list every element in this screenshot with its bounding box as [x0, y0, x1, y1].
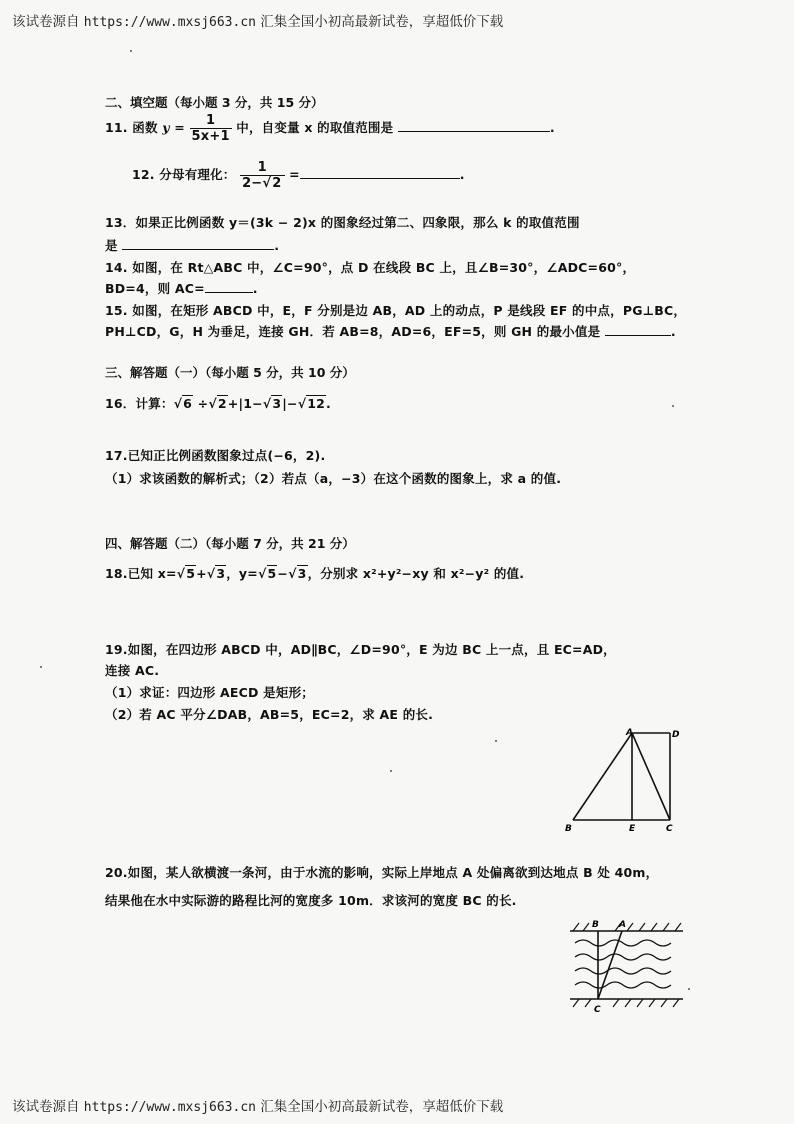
question-14-line1: 14. 如图，在 Rt△ABC 中，∠C=90°，点 D 在线段 BC 上，且∠B=30°，∠ADC=60°， — [105, 260, 636, 275]
question-14-line2: BD=4，则 AC= . — [105, 281, 258, 296]
section-answer-1-title: 三、解答题（一）（每小题 5 分，共 10 分） — [105, 365, 355, 380]
q11-fraction: $\frac{1}{5x+1}$ — [191, 113, 230, 144]
header-suffix: 汇集全国小初高最新试卷，享超低价下载 — [260, 14, 504, 30]
question-13-line1: 13．如果正比例函数 y＝(3k − 2)x 的图象经过第二、四象限，那么 k 的取值范围 — [105, 215, 580, 230]
question-16: 16．计算：√6 ÷√2+|1−√3|−√12. — [105, 396, 331, 411]
question-17-line2: （1）求该函数的解析式；（2）若点（a，−3）在这个函数的图象上，求 a 的值. — [105, 471, 562, 486]
question-15-line2: PH⊥CD，G，H 为垂足，连接 GH．若 AB=8，AD=6，EF=5，则 GH 的最小值是 . — [105, 324, 676, 339]
page-header — [12, 10, 503, 30]
fig19-label-D: D — [672, 730, 680, 740]
figure-q19-quadrilateral — [560, 725, 690, 837]
question-13-line2: 是 . — [105, 238, 280, 253]
question-12: 12. 分母有理化： $\frac{1}{2-√2}$ = . — [132, 160, 465, 191]
question-20-line1: 20.如图，某人欲横渡一条河，由于水流的影响，实际上岸地点 A 处偏离欲到达地点 B 处 40m， — [105, 865, 659, 880]
scan-speck — [40, 666, 42, 668]
fig19-label-E: E — [629, 824, 636, 834]
fig19-label-A: A — [626, 728, 633, 738]
question-19-line1: 19.如图，在四边形 ABCD 中，AD∥BC，∠D=90°，E 为边 BC 上一点，且 EC=AD， — [105, 642, 616, 657]
page-footer — [12, 1095, 503, 1115]
fig20-bank-hatching — [573, 923, 681, 1007]
scan-speck — [672, 405, 674, 407]
section-fill-blank-title: 二、填空题（每小题 3 分，共 15 分） — [105, 95, 324, 110]
scan-speck — [130, 50, 132, 52]
question-11: 11. 函数 y = $\frac{1}{5x+1}$ 中，自变量 x 的取值范围是 . — [105, 113, 555, 144]
scan-speck — [688, 988, 690, 990]
figure-q20-river — [565, 915, 690, 1015]
fig20-label-C: C — [594, 1005, 601, 1015]
section-answer-2-title: 四、解答题（二）（每小题 7 分，共 21 分） — [105, 536, 355, 551]
question-19-line4: （2）若 AC 平分∠DAB，AB=5，EC=2，求 AE 的长. — [105, 707, 434, 722]
q12-fraction: $\frac{1}{2-√2}$ — [240, 160, 284, 191]
question-15-line1: 15. 如图，在矩形 ABCD 中，E，F 分别是边 AB，AD 上的动点，P 是线段 EF 的中点，PG⊥BC， — [105, 303, 687, 318]
header-url[interactable]: https://www.mxsj663.cn — [83, 15, 256, 30]
fig19-label-C: C — [666, 824, 673, 834]
scan-speck — [390, 770, 392, 772]
fig19-segment-AB — [573, 733, 632, 820]
footer-suffix: 汇集全国小初高最新试卷，享超低价下载 — [260, 1099, 504, 1115]
q11-answer-blank[interactable] — [398, 120, 550, 132]
scan-speck — [495, 740, 497, 742]
fig19-segment-AC — [632, 733, 670, 820]
footer-prefix: 该试卷源自 — [12, 1099, 80, 1115]
q15-answer-blank[interactable] — [605, 324, 671, 336]
q14-answer-blank[interactable] — [205, 281, 253, 293]
q12-answer-blank[interactable] — [300, 167, 460, 179]
footer-url[interactable]: https://www.mxsj663.cn — [83, 1100, 256, 1115]
question-20-line2: 结果他在水中实际游的路程比河的宽度多 10m．求该河的宽度 BC 的长. — [105, 893, 517, 908]
fig20-label-B: B — [592, 920, 599, 930]
header-prefix: 该试卷源自 — [12, 14, 80, 30]
question-19-line2: 连接 AC. — [105, 663, 160, 678]
question-18: 18.已知 x=√5+√3，y=√5−√3，分别求 x²+y²−xy 和 x²−y² 的值. — [105, 566, 525, 581]
q13-answer-blank[interactable] — [122, 238, 274, 250]
question-17-line1: 17.已知正比例函数图象过点(−6，2). — [105, 448, 326, 463]
fig20-water-waves — [575, 940, 671, 988]
fig20-label-A: A — [619, 920, 626, 930]
question-19-line3: （1）求证：四边形 AECD 是矩形； — [105, 685, 314, 700]
fig19-label-B: B — [565, 824, 572, 834]
